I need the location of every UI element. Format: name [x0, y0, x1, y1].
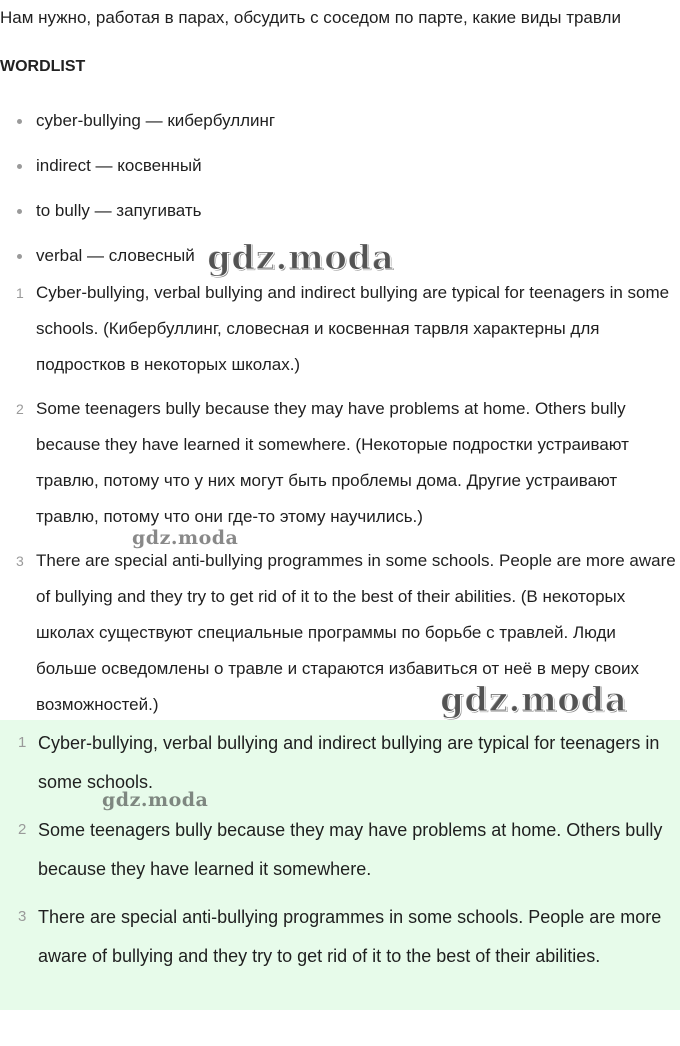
wordlist [0, 106, 680, 286]
answer-number: 3 [18, 908, 27, 925]
answer-text: Cyber-bullying, verbal bullying and indirect bullying are typical for teenagers in some schools. [38, 733, 660, 792]
answer-text: Some teenagers bully because they may have problems at home. Others bully because they have learned it somewhere. (Некоторые подростки устраивают травлю, потому что у них могут быть проблемы дома. Другие устраивают травлю, потому что они где-то этому научились.) [36, 399, 629, 526]
english-answers-block [0, 720, 680, 1010]
answer-text: Some teenagers bully because they may have problems at home. Others bully because they have learned it somewhere. [38, 820, 663, 879]
watermark: gdz.moda [207, 238, 395, 278]
watermark: gdz.moda [102, 789, 209, 811]
answer-item [0, 275, 680, 383]
wordlist-item [0, 151, 680, 196]
answer-number: 2 [18, 821, 27, 838]
bullet-dot-icon [17, 164, 22, 169]
bilingual-answers [0, 275, 680, 731]
answer-text: Cyber-bullying, verbal bullying and indirect bullying are typical for teenagers in some schools. (Кибербуллинг, словесная и косвенная тарвля характерны для подростков в некоторых школах.) [36, 283, 670, 374]
wordlist-item [0, 196, 680, 241]
watermark: gdz.moda [440, 680, 628, 720]
wordlist-item-text: verbal — словесный [36, 246, 195, 265]
answer-number: 1 [18, 734, 27, 751]
answer-number: 1 [16, 285, 24, 301]
wordlist-item-text: cyber-bullying — кибербуллинг [36, 111, 276, 130]
answer-text: There are special anti-bullying programmes in some schools. People are more aware of bullying and they try to get rid of it to the best of their abilities. [38, 907, 662, 966]
answer-number: 2 [16, 401, 24, 417]
wordlist-item [0, 106, 680, 151]
wordlist-item-text: to bully — запугивать [36, 201, 202, 220]
answer-text: There are special anti-bullying programmes in some schools. People are more aware of bullying and they try to get rid of it to the best of their abilities. (В некоторых школах существуют специальные программы по борьбе с травлей. Люди больше осведомлены о травле и стараются избавиться от неё в меру своих возможностей.) [36, 551, 676, 714]
answer-item [0, 898, 680, 975]
answer-number: 3 [16, 553, 24, 569]
answer-item [0, 543, 680, 723]
english-answers [0, 720, 680, 975]
intro-text: Нам нужно, работая в парах, обсудить с соседом по парте, какие виды травли [0, 8, 621, 27]
answer-item [0, 724, 680, 801]
watermark: gdz.moda [132, 527, 239, 549]
wordlist-heading: WORDLIST [0, 58, 86, 75]
bullet-dot-icon [17, 254, 22, 259]
wordlist-item-text: indirect — косвенный [36, 156, 202, 175]
bullet-dot-icon [17, 209, 22, 214]
bullet-dot-icon [17, 119, 22, 124]
answer-item [0, 811, 680, 888]
answer-item [0, 391, 680, 535]
